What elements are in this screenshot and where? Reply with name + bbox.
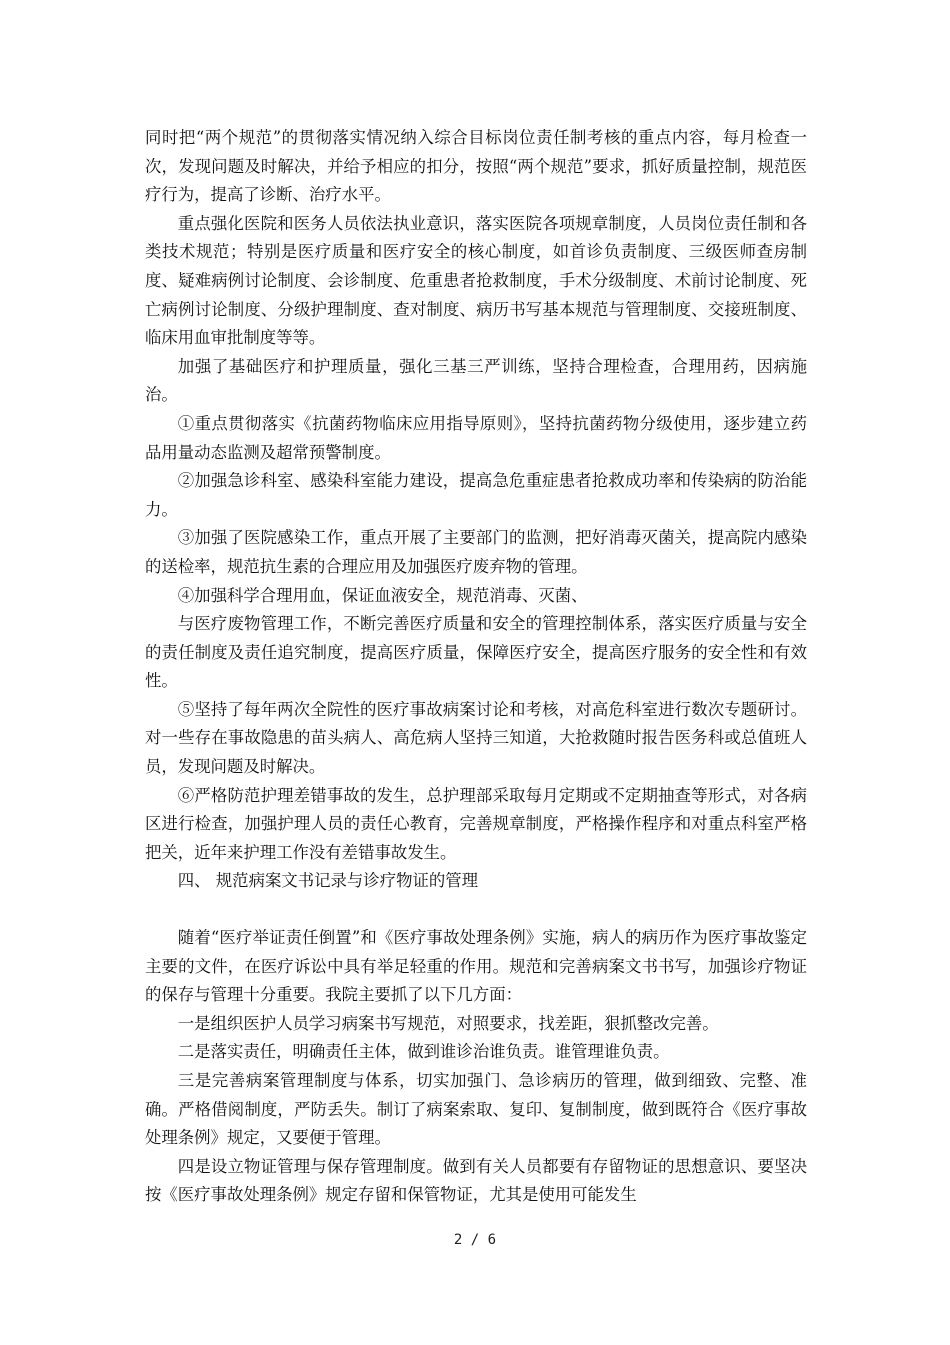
paragraph-records-2: 二是落实责任，明确责任主体，做到谁诊治谁负责。谁管理谁负责。	[177, 1042, 670, 1062]
section-heading: 四、 规范病案文书记录与诊疗物证的管理	[177, 871, 479, 891]
paragraph-records-4: 四是设立物证管理与保存管理制度。做到有关人员都要有存留物证的思想意识、要坚决按《医疗事故处理条例》规定存留和保管物证，尤其是使用可能发生	[145, 1156, 807, 1205]
paragraph-two-standards: 同时把“两个规范”的贯彻落实情况纳入综合目标岗位责任制考核的重点内容，每月检查一次，发现问题及时解决，并给予相应的扣分，按照“两个规范”要求，抓好质量控制，规范医疗行为，提高了诊断、治疗水平。	[145, 128, 807, 205]
document-body	[145, 124, 807, 1210]
paragraph-item-3: ③加强了医院感染工作，重点开展了主要部门的监测，把好消毒灭菌关，提高院内感染的送检率，规范抗生素的合理应用及加强医疗废弃物的管理。	[145, 528, 807, 576]
paragraph-records-1: 一是组织医护人员学习病案书写规范，对照要求，找差距，狠抓整改完善。	[177, 1013, 719, 1033]
paragraph-item-6: ⑥严格防范护理差错事故的发生，总护理部采取每月定期或不定期抽查等形式，对各病区进行检查，加强护理人员的责任心教育，完善规章制度，严格操作程序和对重点科室严格把关，近年来护理工作没有差错事故发生。	[145, 785, 807, 862]
paragraph-legal-practice: 重点强化医院和医务人员依法执业意识，落实医院各项规章制度，人员岗位责任制和各类技术规范；特别是医疗质量和医疗安全的核心制度，如首诊负责制度、三级医师查房制度、疑难病例讨论制度、会诊制度、危重患者抢救制度，手术分级制度、术前讨论制度、死亡病例讨论制度、分级护理制度、查对制度、病历书写基本规范与管理制度、交接班制度、临床用血审批制度等等。	[145, 213, 807, 348]
paragraph-records-intro: 随着“医疗举证责任倒置”和《医疗事故处理条例》实施，病人的病历作为医疗事故鉴定主要的文件，在医疗诉讼中具有举足轻重的作用。规范和完善病案文书书写，加强诊疗物证的保存与管理十分重要。我院主要抓了以下几方面：	[145, 928, 807, 1005]
paragraph-records-3: 三是完善病案管理制度与体系，切实加强门、急诊病历的管理，做到细致、完整、准确。严格借阅制度，严防丢失。制订了病案索取、复印、复制制度，做到既符合《医疗事故处理条例》规定，又要便于管理。	[145, 1071, 807, 1148]
paragraph-basic-quality: 加强了基础医疗和护理质量，强化三基三严训练，坚持合理检查，合理用药，因病施治。	[145, 356, 807, 405]
paragraph-item-5: ⑤坚持了每年两次全院性的医疗事故病案讨论和考核，对高危科室进行数次专题研讨。对一些存在事故隐患的苗头病人、高危病人坚持三知道，大抢救随时报告医务科或总值班人员，发现问题及时解决。	[145, 699, 807, 777]
paragraph-item-1: ①重点贯彻落实《抗菌药物临床应用指导原则》，坚持抗菌药物分级使用，逐步建立药品用量动态监测及超常预警制度。	[145, 413, 807, 462]
paragraph-item-4: ④加强科学合理用血，保证血液安全，规范消毒、灭菌、	[177, 585, 588, 605]
page-number: 2 / 6	[453, 1232, 497, 1248]
paragraph-item-4-continued: 与医疗废物管理工作，不断完善医疗质量和安全的管理控制体系，落实医疗质量与安全的责任制度及责任追究制度，提高医疗质量，保障医疗安全，提高医疗服务的安全性和有效性。	[145, 614, 807, 691]
paragraph-item-2: ②加强急诊科室、感染科室能力建设，提高急危重症患者抢救成功率和传染病的防治能力。	[145, 471, 807, 519]
